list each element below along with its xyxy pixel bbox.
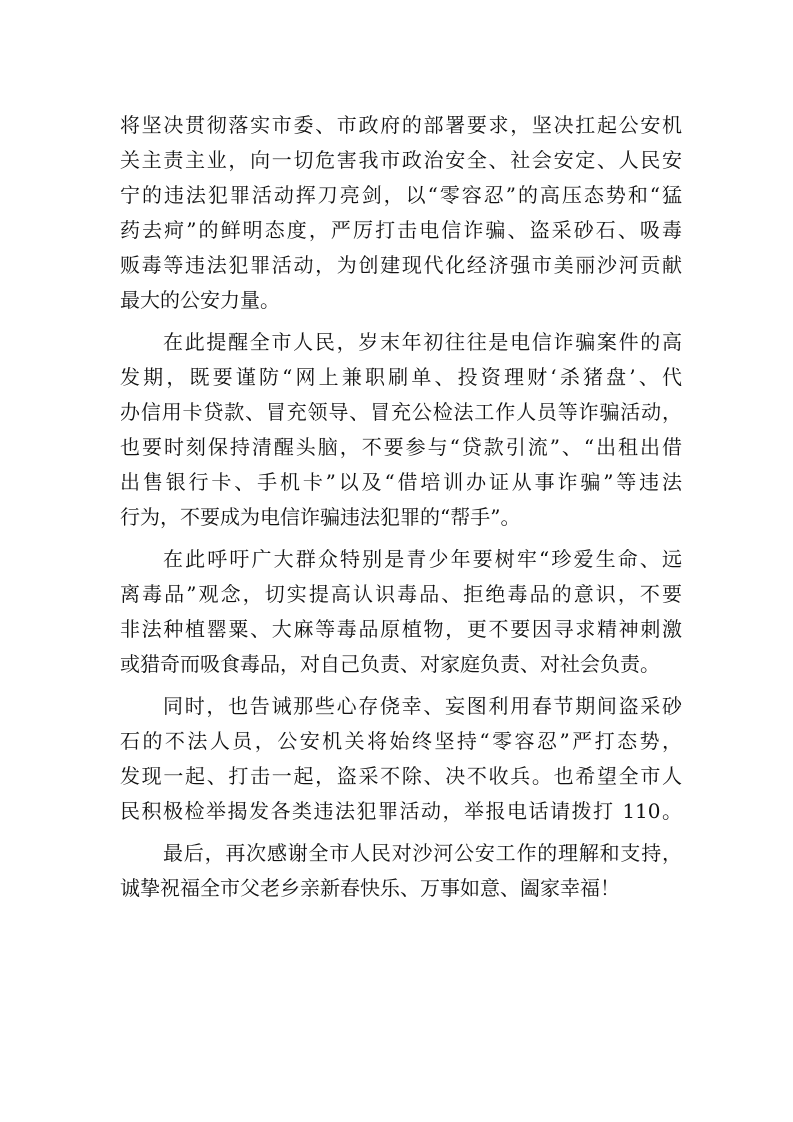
text-line: 贩毒等违法犯罪活动，为创建现代化经济强市美丽沙河贡献 xyxy=(120,253,682,277)
document-body xyxy=(120,108,682,913)
text-line: 民积极检举揭发各类违法犯罪活动，举报电话请拨打 110。 xyxy=(120,799,682,823)
paragraph xyxy=(120,108,682,318)
paragraph xyxy=(120,542,682,682)
text-line: 在此提醒全市人民，岁末年初往往是电信诈骗案件的高 xyxy=(163,330,682,354)
text-line: 或猎奇而吸食毒品，对自己负责、对家庭负责、对社会负责。 xyxy=(120,652,660,676)
text-line: 办信用卡贷款、冒充领导、冒充公检法工作人员等诈骗活动， xyxy=(120,400,682,424)
text-line: 发现一起、打击一起，盗采不除、决不收兵。也希望全市人 xyxy=(120,764,682,788)
text-line: 最后，再次感谢全市人民对沙河公安工作的理解和支持， xyxy=(163,841,682,865)
text-line: 最大的公安力量。 xyxy=(120,288,280,312)
paragraph xyxy=(120,325,682,535)
text-line: 非法种植罂粟、大麻等毒品原植物，更不要因寻求精神刺激 xyxy=(120,617,682,641)
text-line: 宁的违法犯罪活动挥刀亮剑，以“零容忍”的高压态势和“猛 xyxy=(120,183,682,207)
text-line: 石的不法人员，公安机关将始终坚持“零容忍”严打态势， xyxy=(120,729,682,753)
paragraph xyxy=(120,689,682,829)
text-line: 诚挚祝福全市父老乡亲新春快乐、万事如意、阖家幸福！ xyxy=(120,876,620,900)
text-line: 在此呼吁广大群众特别是青少年要树牢“珍爱生命、远 xyxy=(163,547,682,571)
text-line: 也要时刻保持清醒头脑，不要参与“贷款引流”、“出租出借 xyxy=(120,435,682,459)
text-line: 发期，既要谨防“网上兼职刷单、投资理财‘杀猪盘’、代 xyxy=(120,365,682,389)
paragraph xyxy=(120,836,682,906)
text-line: 关主责主业，向一切危害我市政治安全、社会安定、人民安 xyxy=(120,148,682,172)
text-line: 同时，也告诫那些心存侥幸、妄图利用春节期间盗采砂 xyxy=(163,694,682,718)
text-line: 行为，不要成为电信诈骗违法犯罪的“帮手”。 xyxy=(120,505,521,529)
text-line: 出售银行卡、手机卡”以及“借培训办证从事诈骗”等违法 xyxy=(120,470,682,494)
text-line: 将坚决贯彻落实市委、市政府的部署要求，坚决扛起公安机 xyxy=(120,113,682,137)
text-line: 离毒品”观念，切实提高认识毒品、拒绝毒品的意识，不要 xyxy=(120,582,682,606)
text-line: 药去疴”的鲜明态度，严厉打击电信诈骗、盗采砂石、吸毒 xyxy=(120,218,682,242)
